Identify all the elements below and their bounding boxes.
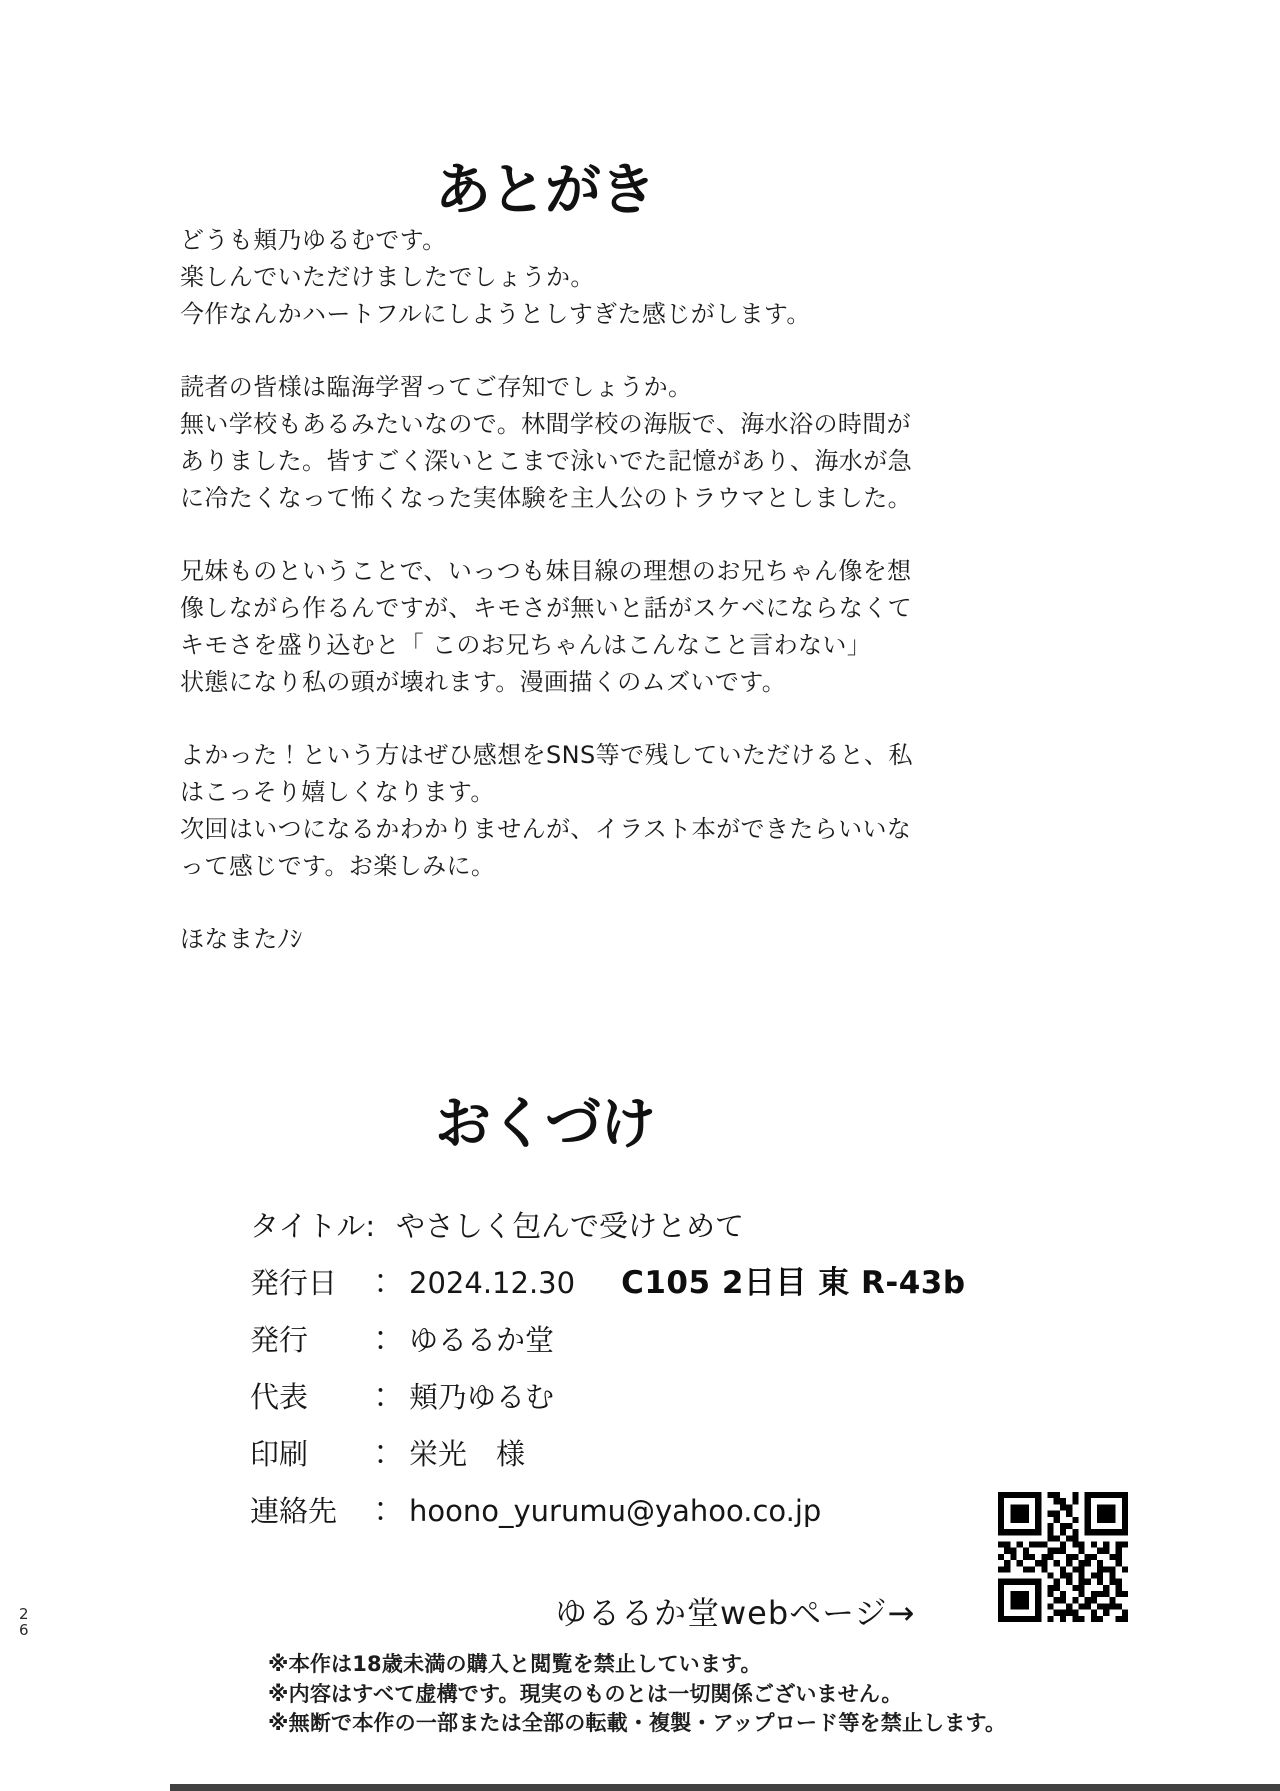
afterword-line: 状態になり私の頭が壊れます。漫画描くのムズいです。	[180, 667, 787, 696]
afterword-line: 今作なんかハートフルにしようとしすぎた感じがします。	[180, 299, 811, 328]
bottom-scan-edge	[170, 1784, 1280, 1791]
colophon-value: 栄光 様	[409, 1437, 526, 1471]
afterword-line: 像しながら作るんですが、キモさが無いと話がスケベにならなくて	[180, 593, 912, 622]
afterword-title: あとがき	[435, 158, 655, 223]
afterword-line: 読者の皆様は臨海学習ってご存知でしょうか。	[180, 373, 693, 402]
afterword-line: って感じです。お楽しみに。	[180, 851, 496, 880]
afterword-body	[180, 222, 960, 958]
colophon-value: やさしく包んで受けとめて	[396, 1209, 745, 1243]
colophon-label: 印刷 ：	[250, 1437, 396, 1471]
colophon-event-info: C105 2日目 東 R-43b	[621, 1265, 966, 1301]
colophon-row	[250, 1493, 970, 1529]
disclaimer-line: ※無断で本作の一部または全部の転載・複製・アップロード等を禁止します。	[268, 1711, 1007, 1735]
web-page-link-label: ゆるるか堂webページ→	[555, 1594, 916, 1632]
afterword-line: よかった！という方はぜひ感想をSNS等で残していただけると、私	[180, 741, 913, 770]
colophon-value: 2024.12.30	[409, 1266, 576, 1300]
afterword-line: 次回はいつになるかわかりませんが、イラスト本ができたらいいな	[180, 814, 912, 843]
afterword-line: どうも頬乃ゆるむです。	[180, 226, 447, 254]
afterword-line: 無い学校もあるみたいなので。林間学校の海版で、海水浴の時間が	[180, 409, 912, 438]
afterword-paragraph	[180, 369, 960, 516]
afterword-paragraph	[180, 921, 960, 958]
colophon-row	[250, 1436, 970, 1472]
afterword-line: ほなまたﾉｼ	[180, 925, 303, 954]
colophon-rows	[250, 1208, 970, 1550]
colophon-row	[250, 1379, 970, 1415]
afterword-paragraph	[180, 553, 960, 700]
colophon-label: 代表 ：	[250, 1380, 396, 1414]
colophon-value: 頬乃ゆるむ	[409, 1380, 555, 1414]
page-number: 26	[19, 1605, 29, 1639]
afterword-line: キモさを盛り込むと「 このお兄ちゃんはこんなこと言わない」	[180, 630, 872, 659]
disclaimer-line: ※本作は18歳未満の購入と閲覧を禁止しています。	[268, 1652, 762, 1676]
colophon-label: 発行日 ：	[250, 1266, 396, 1300]
afterword-line: はこっそり嬉しくなります。	[180, 777, 495, 806]
afterword-line: ありました。皆すごく深いとこまで泳いでた記憶があり、海水が急	[180, 446, 912, 475]
colophon-label: タイトル:	[250, 1209, 376, 1243]
colophon-row	[250, 1322, 970, 1358]
colophon-label: 発行 ：	[250, 1323, 396, 1357]
qr-code	[998, 1492, 1128, 1622]
colophon-row	[250, 1265, 970, 1301]
afterword-paragraph	[180, 222, 960, 332]
afterword-line: 兄妹ものということで、いっつも妹目線の理想のお兄ちゃん像を想	[180, 557, 912, 586]
afterword-line: に冷たくなって怖くなった実体験を主人公のトラウマとしました。	[180, 483, 912, 512]
disclaimer-line: ※内容はすべて虚構です。現実のものとは一切関係ございません。	[268, 1681, 903, 1706]
afterword-line: 楽しんでいただけましたでしょうか。	[180, 262, 595, 291]
colophon-label: 連絡先 ：	[250, 1494, 396, 1528]
colophon-row	[250, 1208, 970, 1244]
disclaimer-notes	[268, 1650, 1006, 1739]
colophon-value: ゆるるか堂	[409, 1323, 555, 1357]
colophon-title: おくづけ	[435, 1092, 655, 1157]
afterword-paragraph	[180, 737, 960, 884]
colophon-value: hoono_yurumu@yahoo.co.jp	[409, 1494, 822, 1528]
